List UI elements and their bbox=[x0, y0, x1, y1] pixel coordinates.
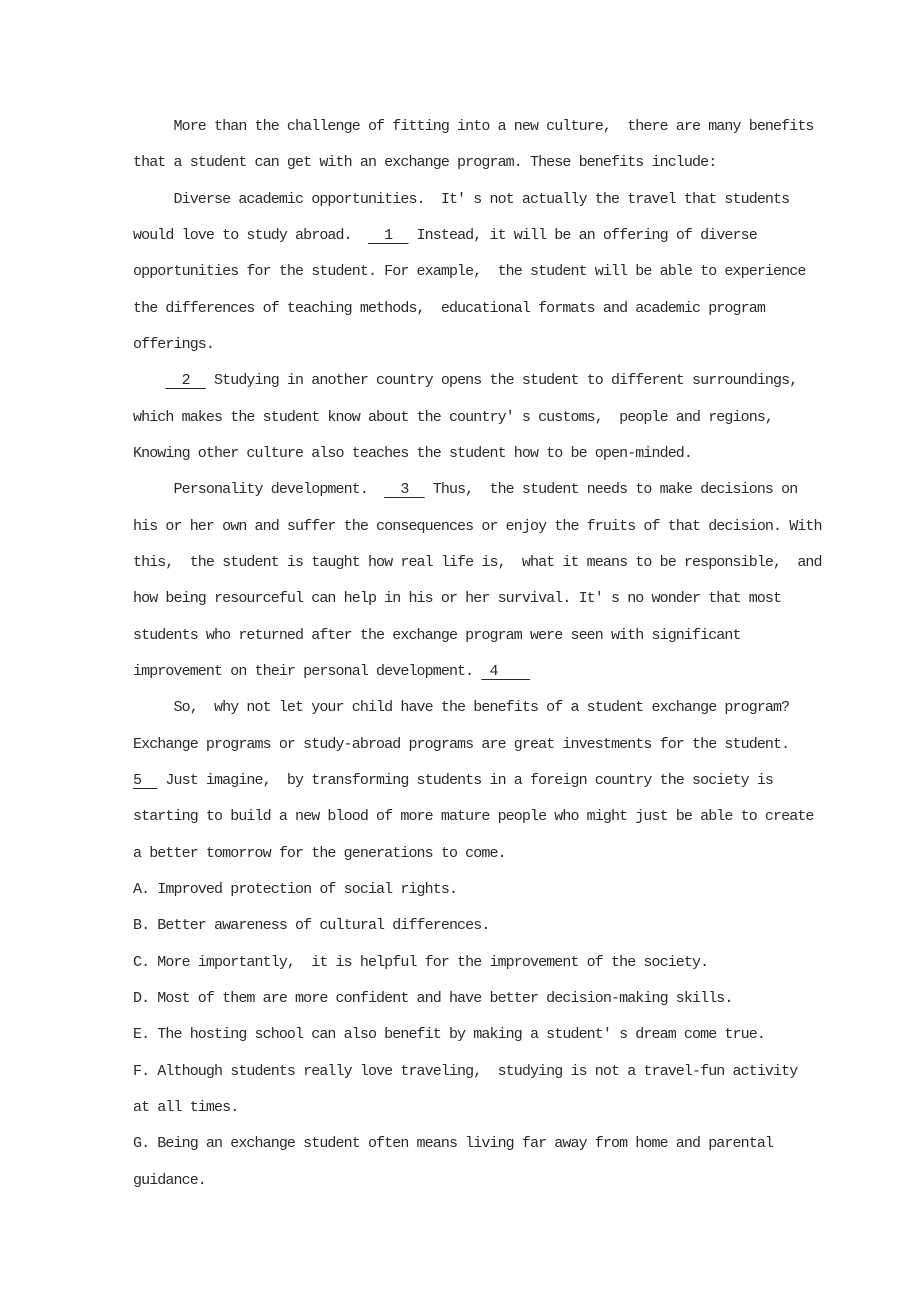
passage-line bbox=[133, 291, 805, 327]
text-segment: the differences of teaching methods, educational formats and academic program bbox=[133, 299, 765, 317]
option-line bbox=[133, 1163, 805, 1199]
text-segment: Personality development. bbox=[133, 481, 385, 499]
answer-blank: 5 bbox=[133, 771, 158, 789]
text-segment: Exchange programs or study-abroad programs are great investments for the student. bbox=[133, 735, 790, 753]
passage-line bbox=[133, 218, 805, 254]
passage-line bbox=[133, 799, 814, 835]
text-segment: how being resourceful can help in his or her survival. It' s no wonder that most bbox=[133, 590, 782, 608]
text-segment: a better tomorrow for the generations to come. bbox=[133, 844, 506, 862]
option-line bbox=[133, 1054, 805, 1090]
passage-line bbox=[133, 690, 805, 726]
text-segment: More than the challenge of fitting into a new culture, there are many benefits bbox=[133, 118, 814, 135]
passage-line bbox=[133, 254, 805, 290]
option-line bbox=[133, 1126, 805, 1162]
passage-line bbox=[133, 618, 805, 654]
text-segment: his or her own and suffer the consequences or enjoy the fruits of that decision. With bbox=[133, 517, 822, 535]
text-segment: Studying in another country opens the student to different surroundings, bbox=[205, 372, 798, 390]
answer-blank: 4 bbox=[481, 662, 530, 680]
text-segment: Thus, the student needs to make decisions on bbox=[424, 481, 798, 499]
passage-line bbox=[133, 472, 805, 508]
text-segment: G. Being an exchange student often means living far away from home and parental bbox=[133, 1135, 774, 1153]
text-segment: C. More importantly, it is helpful for the improvement of the society. bbox=[133, 953, 709, 971]
passage-line bbox=[133, 400, 805, 436]
passage-line bbox=[133, 581, 805, 617]
passage-line bbox=[133, 836, 805, 872]
text-segment: E. The hosting school can also benefit by making a student' s dream come true. bbox=[133, 1026, 765, 1044]
option-line bbox=[133, 1090, 805, 1126]
text-segment: A. Improved protection of social rights. bbox=[133, 880, 458, 898]
text-segment: this, the student is taught how real life is, what it means to be responsible, and bbox=[133, 553, 822, 571]
passage-line bbox=[133, 509, 822, 545]
option-line bbox=[133, 1017, 805, 1053]
text-segment bbox=[133, 372, 165, 389]
passage-line bbox=[133, 182, 805, 218]
option-line bbox=[133, 872, 805, 908]
option-line bbox=[133, 908, 805, 944]
passage-line bbox=[133, 654, 805, 690]
option-line bbox=[133, 981, 805, 1017]
passage-line bbox=[133, 763, 805, 799]
text-segment: F. Although students really love traveling, studying is not a travel-fun activity bbox=[133, 1062, 798, 1080]
text-segment: opportunities for the student. For example, the student will be able to experience bbox=[133, 263, 806, 281]
answer-blank: 1 bbox=[367, 226, 409, 244]
passage-line bbox=[133, 145, 805, 181]
passage-line bbox=[133, 109, 814, 145]
text-segment: B. Better awareness of cultural differences. bbox=[133, 917, 490, 935]
passage-line bbox=[133, 545, 822, 581]
passage-lines bbox=[133, 109, 822, 1199]
text-segment: which makes the student know about the country' s customs, people and regions, bbox=[133, 408, 774, 426]
text-segment: offerings. bbox=[133, 335, 215, 353]
passage-line bbox=[133, 727, 805, 763]
text-segment: Diverse academic opportunities. It' s not actually the travel that students bbox=[133, 190, 790, 208]
answer-blank: 2 bbox=[165, 372, 206, 390]
text-segment: improvement on their personal development. bbox=[133, 662, 482, 680]
passage-line bbox=[133, 436, 805, 472]
text-segment: Knowing other culture also teaches the student how to be open-minded. bbox=[133, 444, 693, 462]
text-segment: that a student can get with an exchange program. These benefits include: bbox=[133, 154, 717, 172]
text-segment: D. Most of them are more confident and have better decision-making skills. bbox=[133, 989, 733, 1007]
answer-blank: 3 bbox=[384, 481, 425, 499]
option-line bbox=[133, 945, 805, 981]
text-segment: guidance. bbox=[133, 1171, 206, 1189]
text-segment: students who returned after the exchange program were seen with significant bbox=[133, 626, 741, 644]
passage-line bbox=[133, 327, 805, 363]
passage-line bbox=[133, 363, 805, 399]
text-segment: Instead, it will be an offering of diverse bbox=[408, 226, 757, 244]
text-segment: Just imagine, by transforming students in a foreign country the society is bbox=[157, 771, 774, 789]
text-segment: would love to study abroad. bbox=[133, 226, 368, 244]
text-segment: starting to build a new blood of more mature people who might just be able to create bbox=[133, 808, 814, 826]
text-segment: So, why not let your child have the benefits of a student exchange program? bbox=[133, 699, 790, 717]
text-segment: at all times. bbox=[133, 1098, 239, 1116]
